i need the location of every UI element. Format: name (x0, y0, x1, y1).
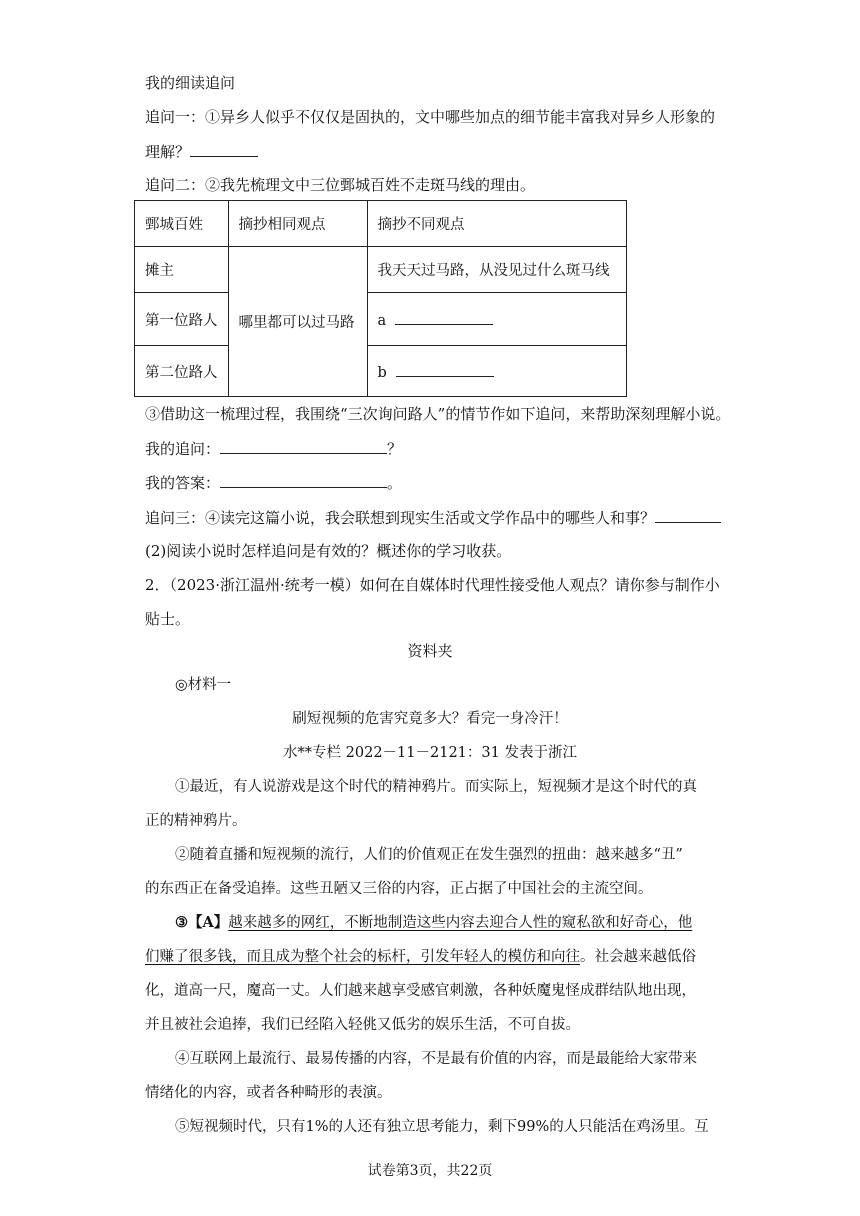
blank-label-a: a (377, 313, 387, 329)
material-label: ◎材料一 (175, 677, 232, 693)
paragraph-1-line-2: 正的精神鸦片。 (145, 813, 247, 829)
table-row (135, 247, 627, 293)
question-3: ③借助这一梳理过程，我围绕“三次询问路人”的情节作如下追问，来帮助深刻理解小说。 (145, 405, 731, 423)
paragraph-2-line-2: 的东西正在备受追捧。这些丑陋又三俗的内容，正占据了中国社会的主流空间。 (145, 881, 653, 897)
paragraph-3-line-4: 并且被社会追捧，我们已经陷入轻佻又低劣的娱乐生活，不可自拔。 (145, 1017, 580, 1033)
answer-blank (220, 438, 387, 454)
paragraph-3-line-1 (175, 913, 692, 933)
my-answer-label: 我的答案： (145, 474, 221, 492)
table-header: 摘抄相同观点 (228, 201, 367, 247)
question-4-line (145, 507, 721, 528)
problem-2-line-2: 贴士。 (145, 610, 191, 628)
table-row (135, 293, 627, 346)
question-1-line-1: 追问一：①异乡人似乎不仅仅是固执的，文中哪些加点的细节能丰富我对异乡人形象的 (145, 108, 716, 126)
question-1-line-2 (145, 141, 258, 162)
row-label: 第一位路人 (135, 293, 229, 346)
folder-title: 资料夹 (407, 642, 453, 660)
my-question-line (145, 438, 402, 459)
page-footer: 试卷第3页，共22页 (367, 1163, 493, 1179)
period-mark: 。 (387, 474, 403, 492)
shared-view-cell: 哪里都可以过马路 (228, 247, 367, 397)
answer-blank (395, 309, 493, 325)
paragraph-3-line-2 (145, 947, 696, 967)
part-2: (2)阅读小说时怎样追问是有效的？概述你的学习收获。 (145, 542, 512, 560)
paragraph-4-line-1: ④互联网上最流行、最易传播的内容，不是最有价值的内容，而是最能给大家带来 (175, 1051, 697, 1067)
article-byline: 水**专栏 2022－11－2121：31 发表于浙江 (283, 745, 577, 761)
answer-blank (396, 361, 494, 377)
paragraph-5-line-1: ⑤短视频时代，只有1%的人还有独立思考能力，剩下99%的人只能活在鸡汤里。互 (175, 1119, 709, 1135)
row-label: 第二位路人 (135, 346, 229, 397)
blank-label-b: b (377, 365, 387, 381)
question-4: 追问三：④读完这篇小说，我会联想到现实生活或文学作品中的哪些人和事？ (145, 509, 656, 527)
section-title: 我的细读追问 (145, 74, 236, 92)
paragraph-1-line-1: ①最近，有人说游戏是这个时代的精神鸦片。而实际上，短视频才是这个时代的真 (175, 779, 697, 795)
table-header: 摘抄不同观点 (367, 201, 626, 247)
paragraph-4-line-2: 情绪化的内容，或者各种畸形的表演。 (145, 1085, 392, 1101)
problem-2-line-1: 2．（2023·浙江温州·统考一模）如何在自媒体时代理性接受他人观点？请你参与制作小 (145, 576, 720, 594)
answer-blank (220, 472, 387, 488)
paragraph-text: 。社会越来越低俗 (580, 949, 696, 965)
reasons-table (134, 200, 627, 397)
different-view-cell (367, 293, 626, 346)
my-question-label: 我的追问： (145, 440, 221, 458)
paragraph-3-line-3: 化，道高一尺，魔高一丈。人们越来越享受感官刺激，各种妖魔鬼怪成群结队地出现， (145, 983, 696, 999)
question-2: 追问二：②我先梳理文中三位鄄城百姓不走斑马线的理由。 (145, 176, 536, 194)
question-1-label: 理解？ (145, 143, 191, 161)
question-mark: ？ (387, 440, 403, 458)
annotation-marker: ③【A】 (175, 914, 229, 931)
underlined-sentence: 越来越多的网红，不断地制造这些内容去迎合人性的窥私欲和好奇心，他 (228, 915, 693, 931)
different-view-cell (367, 346, 626, 397)
answer-blank (190, 141, 258, 157)
table-row (135, 346, 627, 397)
my-answer-line (145, 472, 402, 493)
table-header-row (135, 201, 627, 247)
article-title: 刷短视频的危害究竟多大？看完一身冷汗！ (292, 711, 568, 727)
paragraph-2-line-1: ②随着直播和短视频的流行，人们的价值观正在发生强烈的扭曲：越来越多“丑” (175, 847, 683, 863)
table-header: 鄄城百姓 (135, 201, 229, 247)
different-view-cell: 我天天过马路，从没见过什么斑马线 (367, 247, 626, 293)
answer-blank (655, 507, 721, 523)
underlined-sentence: 们赚了很多钱，而且成为整个社会的标杆，引发年轻人的模仿和向往 (145, 949, 580, 965)
row-label: 摊主 (135, 247, 229, 293)
